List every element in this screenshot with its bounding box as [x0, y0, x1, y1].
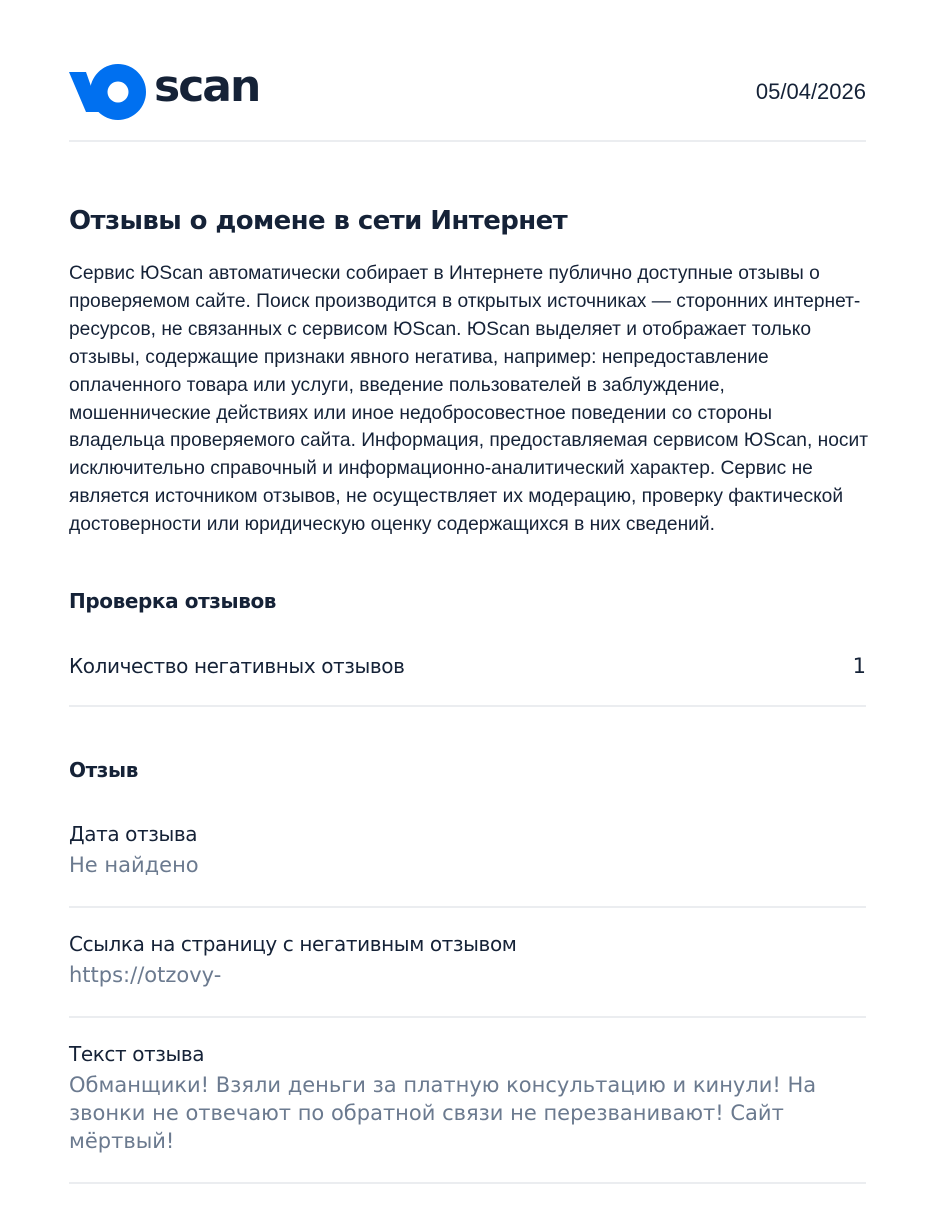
intro-paragraph: Сервис ЮScan автоматически собирает в Интернете публично доступные отзывы о проверяемом сайте. Поиск производится в открытых источниках — сторонних интернет-ресурсов, не связанных с сервисом ЮScan. ЮScan выделяет и отображает только отзывы, содержащие признаки явного негатива, например: непредоставление оплаченного товара или услуги, введение пользователей в заблуждение, мошеннические действиях или иное недобросовестное поведении со стороны владельца проверяемого сайта. Информация, предоставляемая сервисом ЮScan, носит исключительно справочный и информационно-аналитический характер. Сервис не является источником отзывов, не осуществляет их модерацию, проверку фактической достоверности или юридическую оценку содержащихся в них сведений. [69, 263, 869, 536]
negative-count-value: 1 [852, 654, 866, 678]
review-date-value: Не найдено [69, 853, 199, 877]
negative-count-row [69, 645, 866, 707]
review-date-label: Дата отзыва [69, 822, 198, 846]
logo-wordmark: scan [154, 61, 260, 112]
review-link-value[interactable]: https://otzovy- [69, 963, 222, 987]
review-text-field [69, 1040, 866, 1184]
review-link-field [69, 930, 866, 1018]
review-text-label: Текст отзыва [69, 1042, 205, 1066]
review-section-title: Отзыв [69, 758, 138, 782]
review-text-value: Обманщики! Взяли деньги за платную консультацию и кинули! На звонки не отвечают по обратной связи не перезванивают! Сайт мёртвый! [69, 1073, 817, 1153]
yuscan-logo [69, 61, 260, 120]
review-date-field [69, 820, 866, 908]
yuscan-logo-mark-icon [69, 64, 146, 120]
negative-count-label: Количество негативных отзывов [69, 654, 405, 678]
review-link-label: Ссылка на страницу с негативным отзывом [69, 932, 517, 956]
page-header [69, 0, 866, 142]
report-date: 05/04/2026 [755, 79, 866, 104]
check-section-title: Проверка отзывов [69, 589, 277, 613]
report-page [69, 0, 869, 1153]
page-title: Отзывы о домене в сети Интернет [69, 206, 568, 236]
